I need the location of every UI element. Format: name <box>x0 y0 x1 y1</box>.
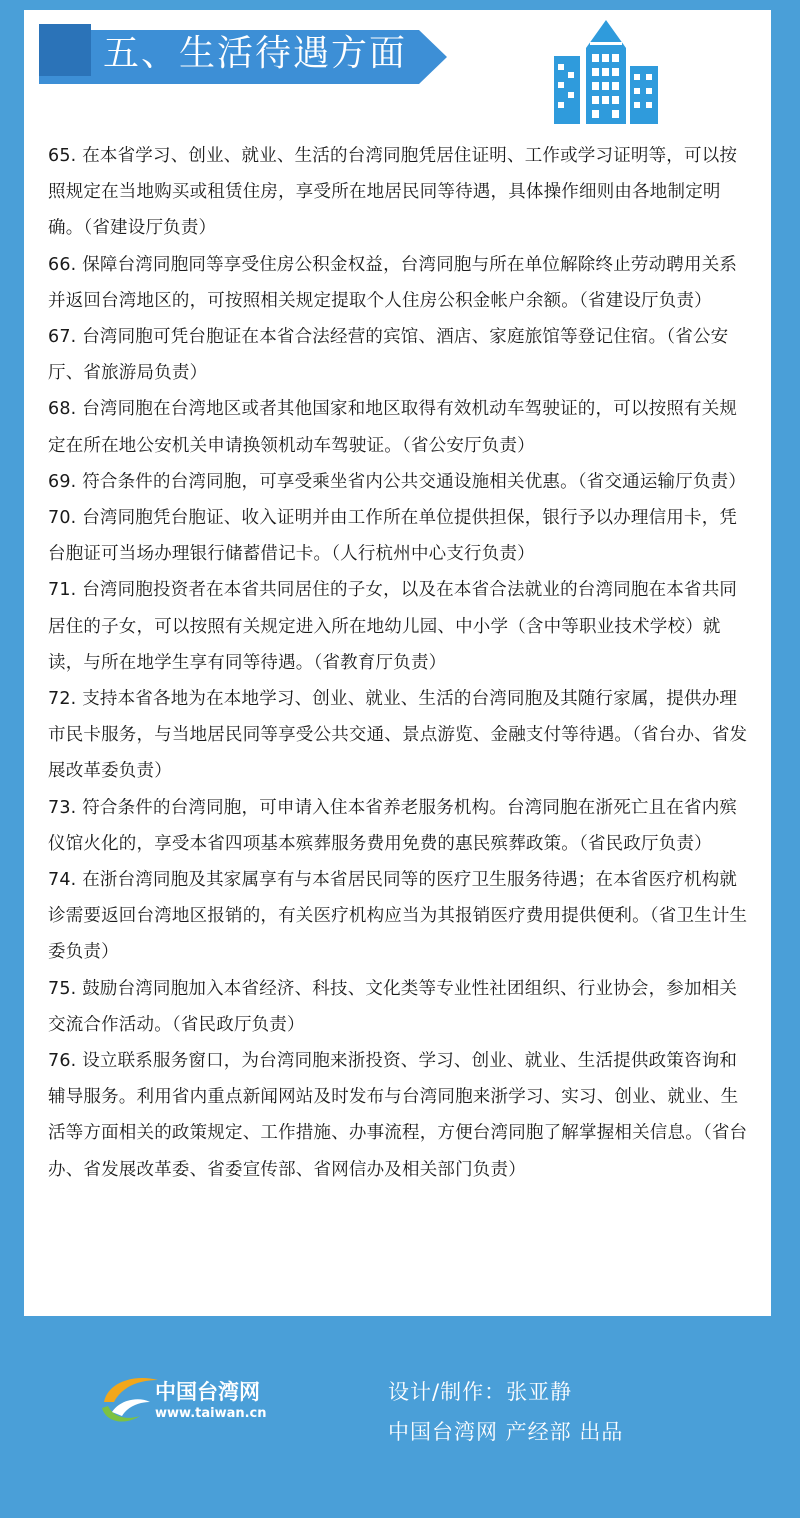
footer-logo <box>100 1372 300 1432</box>
policy-item: 65. 在本省学习、创业、就业、生活的台湾同胞凭居住证明、工作或学习证明等，可以按照规定在当地购买或租赁住房，享受所在地居民同等待遇，具体操作细则由各地制定明确。（省建设厅负责） <box>48 146 738 239</box>
credit-publisher: 中国台湾网 产经部 出品 <box>388 1420 624 1444</box>
policy-item: 67. 台湾同胞可凭台胞证在本省合法经营的宾馆、酒店、家庭旅馆等登记住宿。（省公安厅、省旅游局负责） <box>48 327 729 384</box>
policy-item: 75. 鼓励台湾同胞加入本省经济、科技、文化类等专业性社团组织、行业协会，参加相关交流合作活动。（省民政厅负责） <box>48 978 738 1035</box>
policy-item: 72. 支持本省各地为在本地学习、创业、就业、生活的台湾同胞及其随行家属，提供办理市民卡服务，与当地居民同等享受公共交通、景点游览、金融支付等待遇。（省台办、省发展改革委负责） <box>48 689 748 782</box>
policy-item: 68. 台湾同胞在台湾地区或者其他国家和地区取得有效机动车驾驶证的，可以按照有关规定在所在地公安机关申请换领机动车驾驶证。（省公安厅负责） <box>48 399 738 456</box>
policy-item: 74. 在浙台湾同胞及其家属享有与本省居民同等的医疗卫生服务待遇；在本省医疗机构就诊需要返回台湾地区报销的，有关医疗机构应当为其报销医疗费用提供便利。（省卫生计生委负责） <box>48 870 748 963</box>
policy-item: 69. 符合条件的台湾同胞，可享受乘坐省内公共交通设施相关优惠。（省交通运输厅负责） <box>48 471 747 492</box>
section-title: 五、生活待遇方面 <box>103 33 408 74</box>
taiwan-cn-logo-icon <box>100 1372 160 1428</box>
city-buildings-icon <box>554 20 658 124</box>
policy-list <box>48 138 748 1188</box>
logo-text: 中国台湾网 <box>155 1379 260 1404</box>
policy-item: 76. 设立联系服务窗口，为台湾同胞来浙投资、学习、创业、就业、生活提供政策咨询和辅导服务。利用省内重点新闻网站及时发布与台湾同胞来浙学习、实习、创业、就业、生活等方面相关的政策规定、工作措施、办事流程，方便台湾同胞了解掌握相关信息。（省台办、省发展改革委、省委宣传部、省网信办及相关部门负责） <box>48 1051 748 1180</box>
policy-item: 73. 符合条件的台湾同胞，可申请入住本省养老服务机构。台湾同胞在浙死亡且在省内殡仪馆火化的，享受本省四项基本殡葬服务费用免费的惠民殡葬政策。（省民政厅负责） <box>48 797 738 854</box>
section-banner <box>39 24 449 84</box>
logo-url: www.taiwan.cn <box>155 1406 267 1421</box>
policy-item: 71. 台湾同胞投资者在本省共同居住的子女，以及在本省合法就业的台湾同胞在本省共同居住的子女，可以按照有关规定进入所在地幼儿园、中小学（含中等职业技术学校）就读，与所在地学生享有同等待遇。（省教育厅负责） <box>48 580 738 673</box>
policy-item: 66. 保障台湾同胞同等享受住房公积金权益，台湾同胞与所在单位解除终止劳动聘用关系并返回台湾地区的，可按照相关规定提取个人住房公积金帐户余额。（省建设厅负责） <box>48 254 738 311</box>
policy-item: 70. 台湾同胞凭台胞证、收入证明并由工作所在单位提供担保，银行予以办理信用卡，凭台胞证可当场办理银行储蓄借记卡。（人行杭州中心支行负责） <box>48 508 738 565</box>
credit-designer: 设计/制作：张亚静 <box>388 1380 573 1404</box>
content-card <box>24 10 771 1316</box>
